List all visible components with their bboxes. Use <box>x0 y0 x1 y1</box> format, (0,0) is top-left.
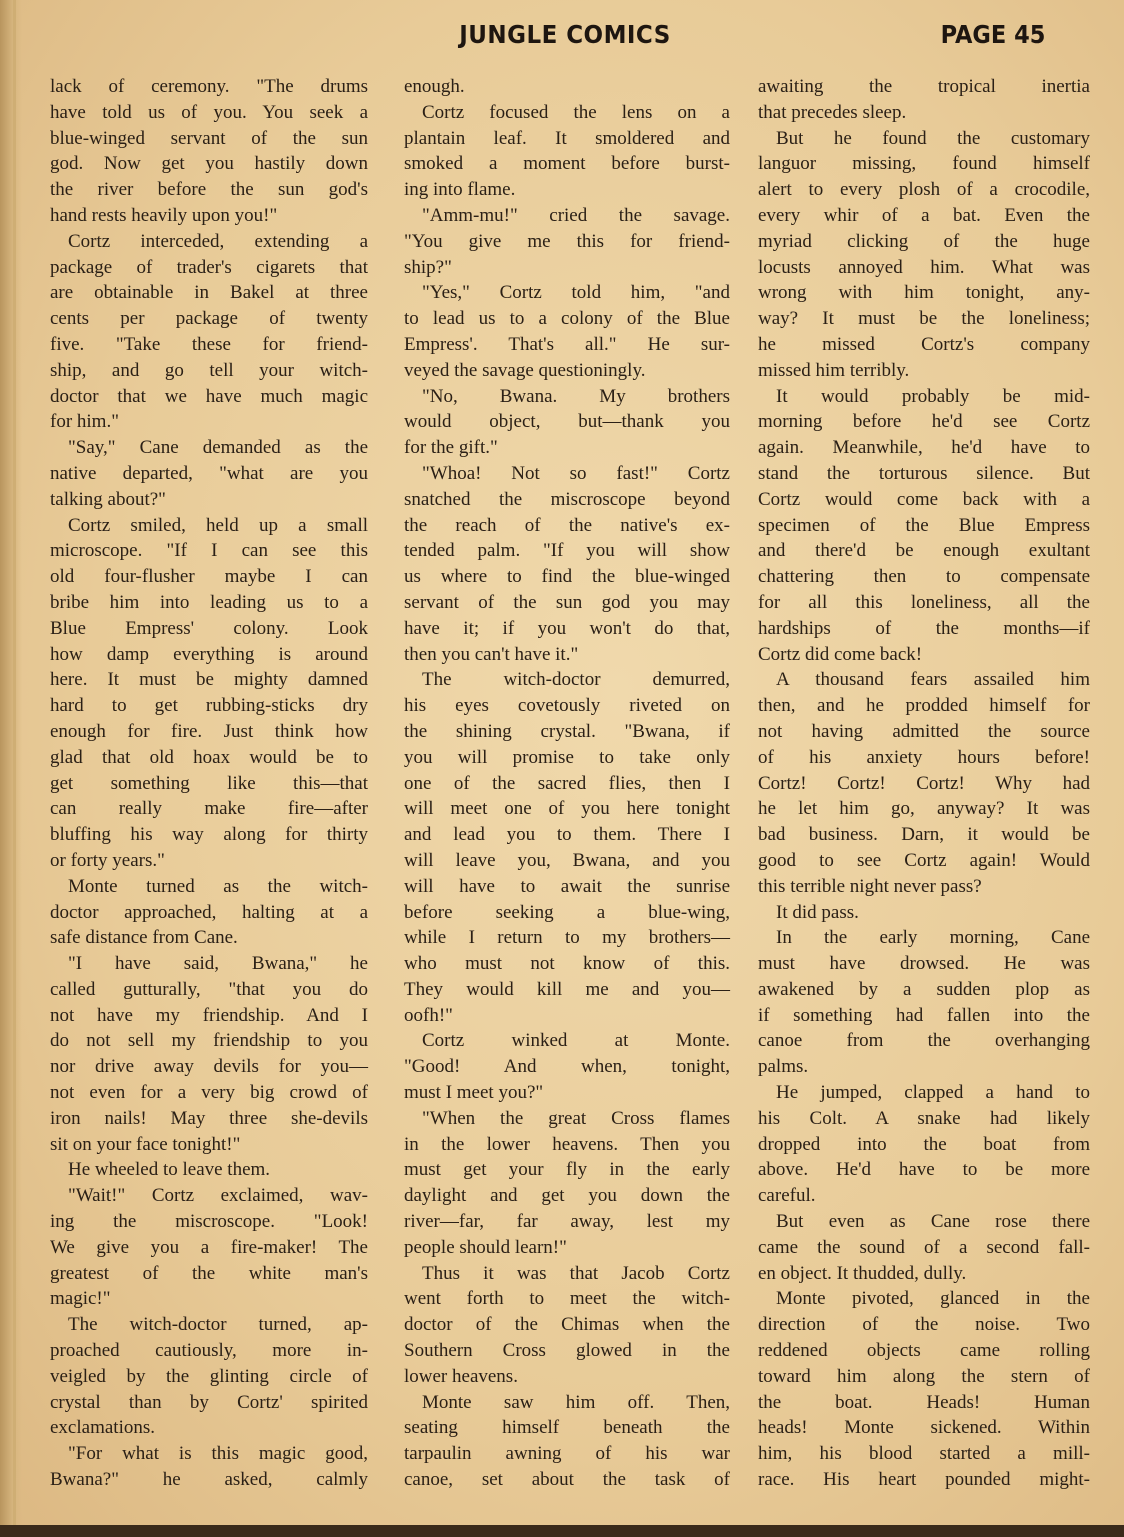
text-line: doctor of the Chimas when the <box>404 1314 730 1336</box>
text-line: enough. <box>404 76 465 97</box>
paragraph <box>758 1286 1090 1492</box>
text-line: people should learn!" <box>404 1236 567 1258</box>
paragraph <box>404 384 730 461</box>
text-line: But even as Cane rose there <box>776 1211 1090 1233</box>
text-line: will meet one of you here tonight <box>404 798 730 820</box>
text-line: stand the torturous silence. But <box>758 462 1090 484</box>
text-line: Cortz did come back! <box>758 643 923 665</box>
text-line: god. Now get you hastily down <box>50 153 368 175</box>
text-line: seating himself beneath the <box>404 1417 730 1439</box>
text-line: the shining crystal. "Bwana, if <box>404 720 730 742</box>
paragraph <box>50 951 368 1157</box>
paragraph <box>404 203 730 280</box>
running-header-title: JUNGLE COMICS <box>459 20 671 49</box>
text-line: "When the great Cross flames <box>422 1107 730 1129</box>
text-line: five. "Take these for friend- <box>50 333 368 355</box>
text-line: oofh!" <box>404 1004 453 1026</box>
text-line: alert to every plosh of a crocodile, <box>758 179 1090 201</box>
text-line: "Wait!" Cortz exclaimed, wav- <box>68 1185 368 1207</box>
text-line: cents per package of twenty <box>50 308 368 330</box>
text-line: lack of ceremony. "The drums <box>50 76 368 97</box>
text-line: ing into flame. <box>404 179 516 201</box>
text-line: way? It must be the loneliness; <box>758 308 1090 330</box>
text-line: he let him go, anyway? It was <box>758 798 1090 820</box>
text-line: wrong with him tonight, any- <box>758 282 1090 304</box>
paragraph <box>50 435 368 512</box>
text-line: the reach of the native's ex- <box>404 514 730 536</box>
text-line: myriad clicking of the huge <box>758 230 1090 252</box>
text-line: can really make fire—after <box>50 798 368 820</box>
paragraph <box>404 1028 730 1105</box>
text-line: ing the miscroscope. "Look! <box>50 1211 368 1233</box>
text-line: canoe from the overhanging <box>758 1030 1090 1052</box>
paragraph <box>50 1183 368 1312</box>
text-line: It would probably be mid- <box>776 385 1090 407</box>
text-line: awakened by a sudden plop as <box>758 978 1090 1000</box>
text-line: veigled by the glinting circle of <box>50 1365 368 1387</box>
text-line: one of the sacred flies, then I <box>404 772 730 794</box>
text-line: bribe him into leading us to a <box>50 591 368 613</box>
text-column-left <box>50 74 368 1493</box>
text-line: have it; if you won't do that, <box>404 617 730 639</box>
paragraph <box>404 1390 730 1493</box>
text-line: the river before the sun god's <box>50 179 368 201</box>
text-line: called gutturally, "that you do <box>50 978 368 1000</box>
text-line: He wheeled to leave them. <box>68 1159 271 1181</box>
text-line: native departed, "what are you <box>50 462 368 484</box>
paragraph <box>758 1080 1090 1209</box>
text-line: tarpaulin awning of his war <box>404 1443 730 1465</box>
text-line: "I have said, Bwana," he <box>68 953 368 975</box>
text-line: hard to get rubbing-sticks dry <box>50 695 368 717</box>
text-line: ship?" <box>404 256 452 278</box>
text-line: smoked a moment before burst- <box>404 153 730 175</box>
text-line: bad business. Darn, it would be <box>758 824 1090 846</box>
text-line: Bwana?" he asked, calmly <box>50 1469 368 1491</box>
text-line: his Colt. A snake had likely <box>758 1107 1090 1129</box>
text-line: and lead you to them. There I <box>404 824 730 846</box>
text-line: blue-winged servant of the sun <box>50 127 368 149</box>
paragraph <box>404 1261 730 1390</box>
text-line: not having admitted the source <box>758 720 1090 742</box>
text-line: bluffing his way along for thirty <box>50 824 368 846</box>
text-line: nor drive away devils for you— <box>50 1056 368 1078</box>
text-line: then you can't have it." <box>404 643 579 665</box>
text-line: how damp everything is around <box>50 643 368 665</box>
text-line: safe distance from Cane. <box>50 927 238 949</box>
text-line: will have to await the sunrise <box>404 875 730 897</box>
text-line: languor missing, found himself <box>758 153 1090 175</box>
text-line: sit on your face tonight!" <box>50 1133 241 1155</box>
text-line: above. He'd have to be more <box>758 1159 1090 1181</box>
paragraph <box>50 874 368 951</box>
text-line: We give you a fire-maker! The <box>50 1236 368 1258</box>
text-line: not have my friendship. And I <box>50 1004 368 1026</box>
text-line: of his anxiety hours before! <box>758 746 1090 768</box>
text-line: He jumped, clapped a hand to <box>776 1082 1090 1104</box>
text-line: again. Meanwhile, he'd have to <box>758 437 1090 459</box>
text-line: Cortz focused the lens on a <box>422 101 730 123</box>
text-line: good to see Cortz again! Would <box>758 849 1090 871</box>
page-bottom-edge <box>0 1525 1124 1537</box>
text-line: A thousand fears assailed him <box>776 669 1090 691</box>
text-line: Monte turned as the witch- <box>68 875 368 897</box>
text-line: direction of the noise. Two <box>758 1314 1090 1336</box>
text-line: the boat. Heads! Human <box>758 1391 1090 1413</box>
text-line: for him." <box>50 411 119 433</box>
text-line: then, and he prodded himself for <box>758 695 1090 717</box>
text-line: awaiting the tropical inertia <box>758 76 1090 97</box>
text-line: this terrible night never pass? <box>758 875 982 897</box>
text-line: must get your fly in the early <box>404 1159 730 1181</box>
text-line: reddened objects came rolling <box>758 1340 1090 1362</box>
text-line: greatest of the white man's <box>50 1262 368 1284</box>
text-line: "No, Bwana. My brothers <box>422 385 730 407</box>
text-line: Monte saw him off. Then, <box>422 1391 730 1413</box>
text-line: magic!" <box>50 1288 111 1310</box>
page-number: PAGE 45 <box>940 20 1046 49</box>
text-line: chattering then to compensate <box>758 566 1090 588</box>
text-line: heads! Monte sickened. Within <box>758 1417 1090 1439</box>
text-line: "Amm-mu!" cried the savage. <box>422 204 730 226</box>
text-line: that precedes sleep. <box>758 101 907 123</box>
text-line: will leave you, Bwana, and you <box>404 849 730 871</box>
text-line: microscope. "If I can see this <box>50 540 368 562</box>
text-line: for the gift." <box>404 437 498 459</box>
text-line: "For what is this magic good, <box>68 1443 368 1465</box>
paragraph <box>758 1209 1090 1286</box>
text-line: went forth to meet the witch- <box>404 1288 730 1310</box>
text-line: while I return to my brothers— <box>404 927 730 949</box>
text-line: specimen of the Blue Empress <box>758 514 1090 536</box>
text-line: every whir of a bat. Even the <box>758 204 1090 226</box>
text-column-middle <box>404 74 730 1493</box>
text-line: talking about?" <box>50 488 166 510</box>
text-line: They would kill me and you— <box>404 978 730 1000</box>
text-line: Cortz! Cortz! Cortz! Why had <box>758 772 1090 794</box>
text-line: do not sell my friendship to you <box>50 1030 368 1052</box>
text-line: exclamations. <box>50 1417 155 1439</box>
binding-line <box>13 0 16 1537</box>
text-line: canoe, set about the task of <box>404 1469 730 1491</box>
paragraph <box>404 461 730 667</box>
text-line: crystal than by Cortz' spirited <box>50 1391 368 1413</box>
paragraph <box>404 100 730 203</box>
paragraph <box>50 1157 368 1183</box>
text-line: Monte pivoted, glanced in the <box>776 1288 1090 1310</box>
text-line: doctor approached, halting at a <box>50 901 368 923</box>
text-line: glad that old hoax would be to <box>50 746 368 768</box>
text-line: In the early morning, Cane <box>776 927 1090 949</box>
text-line: doctor that we have much magic <box>50 385 368 407</box>
text-line: in the lower heavens. Then you <box>404 1133 730 1155</box>
text-line: who must not know of this. <box>404 953 730 975</box>
text-line: Cortz winked at Monte. <box>422 1030 730 1052</box>
paragraph <box>404 280 730 383</box>
text-line: for all this loneliness, all the <box>758 591 1090 613</box>
text-line: and there'd be enough exultant <box>758 540 1090 562</box>
text-line: proached cautiously, more in- <box>50 1340 368 1362</box>
paragraph <box>404 1106 730 1261</box>
text-line: servant of the sun god you may <box>404 591 730 613</box>
text-line: The witch-doctor turned, ap- <box>68 1314 368 1336</box>
paragraph <box>50 1441 368 1493</box>
text-line: snatched the miscroscope beyond <box>404 488 730 510</box>
text-line: tended palm. "If you will show <box>404 540 730 562</box>
paragraph <box>758 667 1090 899</box>
paragraph <box>404 74 730 100</box>
text-line: "Say," Cane demanded as the <box>68 437 368 459</box>
text-line: came the sound of a second fall- <box>758 1236 1090 1258</box>
text-line: have told us of you. You seek a <box>50 101 368 123</box>
text-line: he missed Cortz's company <box>758 333 1090 355</box>
text-line: Cortz smiled, held up a small <box>68 514 368 536</box>
text-line: Cortz would come back with a <box>758 488 1090 510</box>
paragraph <box>50 74 368 229</box>
text-line: It did pass. <box>776 901 859 923</box>
text-line: hand rests heavily upon you!" <box>50 204 278 226</box>
text-line: "Whoa! Not so fast!" Cortz <box>422 462 730 484</box>
text-line: en object. It thudded, dully. <box>758 1262 967 1284</box>
paragraph <box>758 126 1090 384</box>
text-line: daylight and get you down the <box>404 1185 730 1207</box>
text-line: here. It must be mighty damned <box>50 669 368 691</box>
paragraph <box>50 1312 368 1441</box>
text-line: morning before he'd see Cortz <box>758 411 1090 433</box>
text-line: get something like this—that <box>50 772 368 794</box>
text-line: old four-flusher maybe I can <box>50 566 368 588</box>
text-line: lower heavens. <box>404 1365 518 1387</box>
text-line: "You give me this for friend- <box>404 230 730 252</box>
text-line: him, his blood started a mill- <box>758 1443 1090 1465</box>
paragraph <box>50 229 368 435</box>
text-line: missed him terribly. <box>758 359 910 381</box>
text-line: his eyes covetously riveted on <box>404 695 730 717</box>
text-line: locusts annoyed him. What was <box>758 256 1090 278</box>
paragraph <box>50 513 368 874</box>
text-line: "Yes," Cortz told him, "and <box>422 282 730 304</box>
text-line: not even for a very big crowd of <box>50 1082 368 1104</box>
text-line: palms. <box>758 1056 809 1078</box>
text-line: enough for fire. Just think how <box>50 720 368 742</box>
text-line: hardships of the months—if <box>758 617 1090 639</box>
text-line: Southern Cross glowed in the <box>404 1340 730 1362</box>
paragraph <box>758 384 1090 668</box>
text-line: "Good! And when, tonight, <box>404 1056 730 1078</box>
text-line: race. His heart pounded might- <box>758 1469 1090 1491</box>
text-line: must I meet you?" <box>404 1082 544 1104</box>
text-line: ship, and go tell your witch- <box>50 359 368 381</box>
text-line: would object, but—thank you <box>404 411 730 433</box>
text-line: us where to find the blue-winged <box>404 566 730 588</box>
text-line: dropped into the boat from <box>758 1133 1090 1155</box>
text-line: Thus it was that Jacob Cortz <box>422 1262 730 1284</box>
text-line: Empress'. That's all." He sur- <box>404 333 730 355</box>
text-line: river—far, far away, lest my <box>404 1211 730 1233</box>
text-column-right <box>758 74 1090 1493</box>
text-line: The witch-doctor demurred, <box>422 669 730 691</box>
paragraph <box>404 667 730 1028</box>
text-line: Blue Empress' colony. Look <box>50 617 368 639</box>
text-line: before seeking a blue-wing, <box>404 901 730 923</box>
text-line: careful. <box>758 1185 816 1207</box>
page-spine-edge <box>0 0 22 1537</box>
text-line: you will promise to take only <box>404 746 730 768</box>
text-line: package of trader's cigarets that <box>50 256 368 278</box>
text-line: iron nails! May three she-devils <box>50 1107 368 1129</box>
text-line: to lead us to a colony of the Blue <box>404 308 730 330</box>
text-line: must have drowsed. He was <box>758 953 1090 975</box>
text-line: are obtainable in Bakel at three <box>50 282 368 304</box>
paragraph <box>758 74 1090 126</box>
text-line: toward him along the stern of <box>758 1365 1090 1387</box>
text-line: Cortz interceded, extending a <box>68 230 368 252</box>
text-line: or forty years." <box>50 849 165 871</box>
paragraph <box>758 900 1090 926</box>
text-line: plantain leaf. It smoldered and <box>404 127 730 149</box>
text-line: veyed the savage questioningly. <box>404 359 646 381</box>
paragraph <box>758 925 1090 1080</box>
text-line: if something had fallen into the <box>758 1004 1090 1026</box>
text-line: But he found the customary <box>776 127 1090 149</box>
